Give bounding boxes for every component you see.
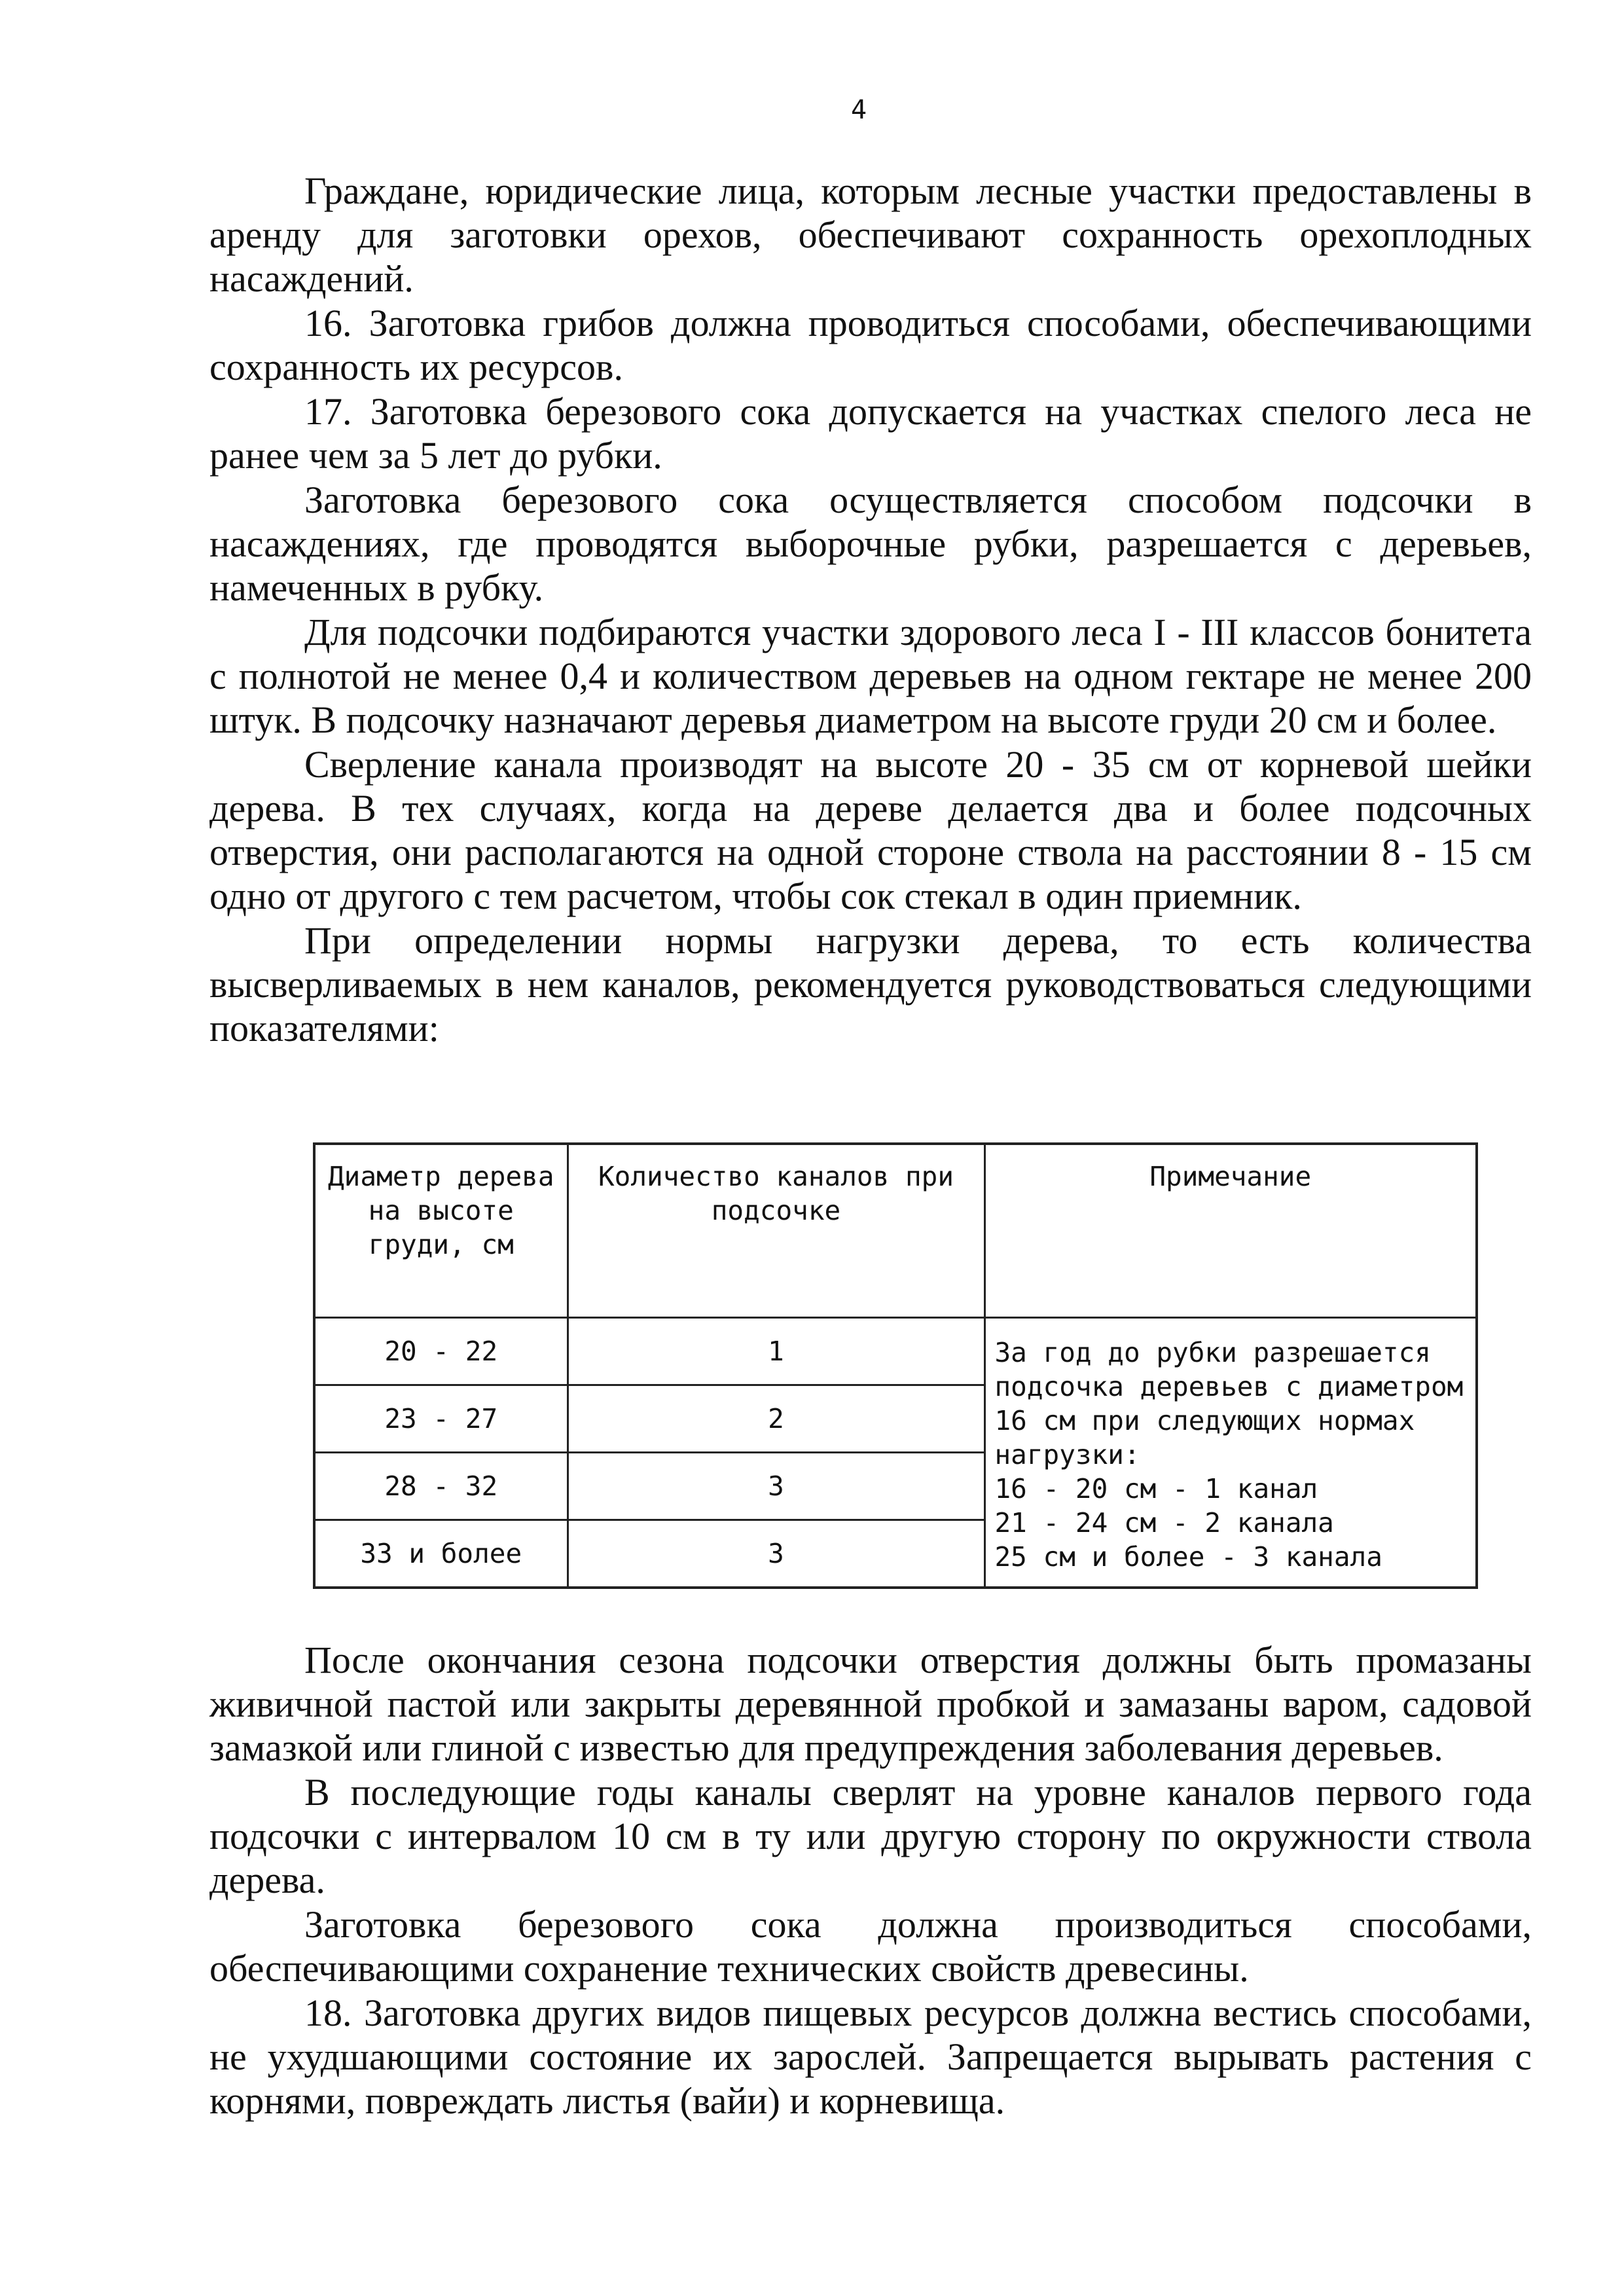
top-text-block bbox=[209, 169, 1532, 1051]
page-number: 4 bbox=[851, 95, 867, 125]
cell-channels: 1 bbox=[568, 1318, 984, 1385]
cell-diameter: 33 и более bbox=[314, 1520, 568, 1588]
paragraph: В последующие годы каналы сверлят на уровне каналов первого года подсочки с интервалом 10 см в ту или другую сторону по окружности ствола дерева. bbox=[209, 1771, 1532, 1901]
bottom-text-block bbox=[209, 1638, 1532, 2123]
cell-diameter: 20 - 22 bbox=[314, 1318, 568, 1385]
paragraph: Граждане, юридические лица, которым лесные участки предоставлены в аренду для заготовки орехов, обеспечивают сохранность орехоплодных насаждений. bbox=[209, 170, 1532, 300]
paragraph: 16. Заготовка грибов должна проводиться способами, обеспечивающими сохранность их ресурсов. bbox=[209, 302, 1532, 388]
cell-note: За год до рубки разрешается подсочка деревьев с диаметром 16 см при следующих нормах нагрузки: 16 - 20 см - 1 канал 21 - 24 см - 2 канала 25 см и более - 3 канала bbox=[984, 1318, 1477, 1588]
paragraph: После окончания сезона подсочки отверстия должны быть промазаны живичной пастой или закрыты деревянной пробкой и замазаны варом, садовой замазкой или глиной с известью для предупреждения заболевания деревьев. bbox=[209, 1639, 1532, 1769]
cell-diameter: 23 - 27 bbox=[314, 1385, 568, 1453]
cell-diameter: 28 - 32 bbox=[314, 1453, 568, 1520]
cell-channels: 2 bbox=[568, 1385, 984, 1453]
paragraph: Заготовка березового сока должна производиться способами, обеспечивающими сохранение технических свойств древесины. bbox=[209, 1903, 1532, 1990]
header-channels: Количество каналов при подсочке bbox=[568, 1144, 984, 1318]
header-note: Примечание bbox=[984, 1144, 1477, 1318]
cell-channels: 3 bbox=[568, 1453, 984, 1520]
paragraph: 17. Заготовка березового сока допускается на участках спелого леса не ранее чем за 5 лет до рубки. bbox=[209, 390, 1532, 477]
table-row bbox=[314, 1318, 1477, 1385]
paragraph: Для подсочки подбираются участки здорового леса I - III классов бонитета с полнотой не менее 0,4 и количеством деревьев на одном гектаре не менее 200 штук. В подсочку назначают деревья диаметром на высоте груди 20 см и более. bbox=[209, 611, 1532, 741]
paragraph: Заготовка березового сока осуществляется способом подсочки в насаждениях, где проводятся выборочные рубки, разрешается с деревьев, намеченных в рубку. bbox=[209, 479, 1532, 609]
norms-table bbox=[313, 1142, 1478, 1589]
paragraph: При определении нормы нагрузки дерева, то есть количества высверливаемых в нем каналов, рекомендуется руководствоваться следующими показателями: bbox=[209, 919, 1532, 1049]
paragraph: 18. Заготовка других видов пищевых ресурсов должна вестись способами, не ухудшающими состояние их зарослей. Запрещается вырывать растения с корнями, повреждать листья (вайи) и корневища. bbox=[209, 1992, 1532, 2122]
norms-table-container bbox=[313, 1142, 1475, 1588]
table-header-row bbox=[314, 1144, 1477, 1318]
paragraph: Сверление канала производят на высоте 20 - 35 см от корневой шейки дерева. В тех случаях, когда на дереве делается два и более подсочных отверстия, они располагаются на одной стороне ствола на расстоянии 8 - 15 см одно от другого с тем расчетом, чтобы сок стекал в один приемник. bbox=[209, 743, 1532, 917]
cell-channels: 3 bbox=[568, 1520, 984, 1588]
header-diameter: Диаметр дерева на высоте груди, см bbox=[314, 1144, 568, 1318]
